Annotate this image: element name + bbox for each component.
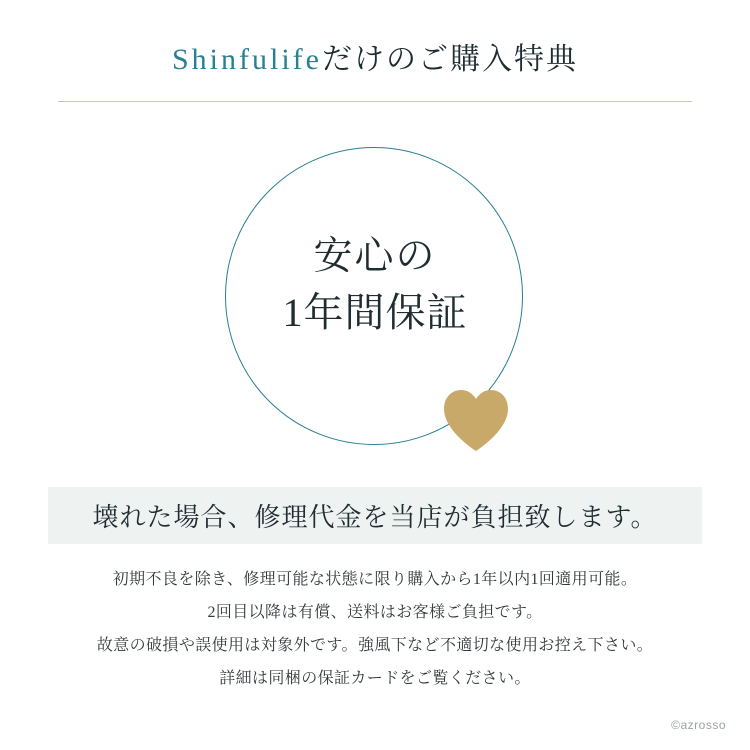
highlight-band [48,487,702,544]
note-item: 初期不良を除き、修理可能な状態に限り購入から1年以内1回適用可能。 [112,571,638,588]
heart-icon [440,387,512,453]
page-title [0,42,750,78]
notes-list [0,563,750,695]
badge-line-2: 1年間保証 [282,289,468,335]
warranty-badge [225,147,525,447]
note-item: 詳細は同梱の保証カードをご覧ください。 [219,670,531,687]
note-item: 2回目以降は有償、送料はお客様ご負担です。 [207,604,543,621]
brand-name: Shinfulife [172,43,322,76]
page-title-rest: だけのご購入特典 [322,43,578,76]
credit-text: ©azrosso [671,718,726,732]
highlight-band-text: 壊れた場合、修理代金を当店が負担致します。 [92,503,658,532]
header-divider [58,101,692,102]
badge-line-1: 安心の [313,235,437,278]
badge-text [225,233,525,340]
page-header [0,42,750,78]
note-item: 故意の破損や誤使用は対象外です。強風下など不適切な使用お控え下さい。 [96,637,654,654]
